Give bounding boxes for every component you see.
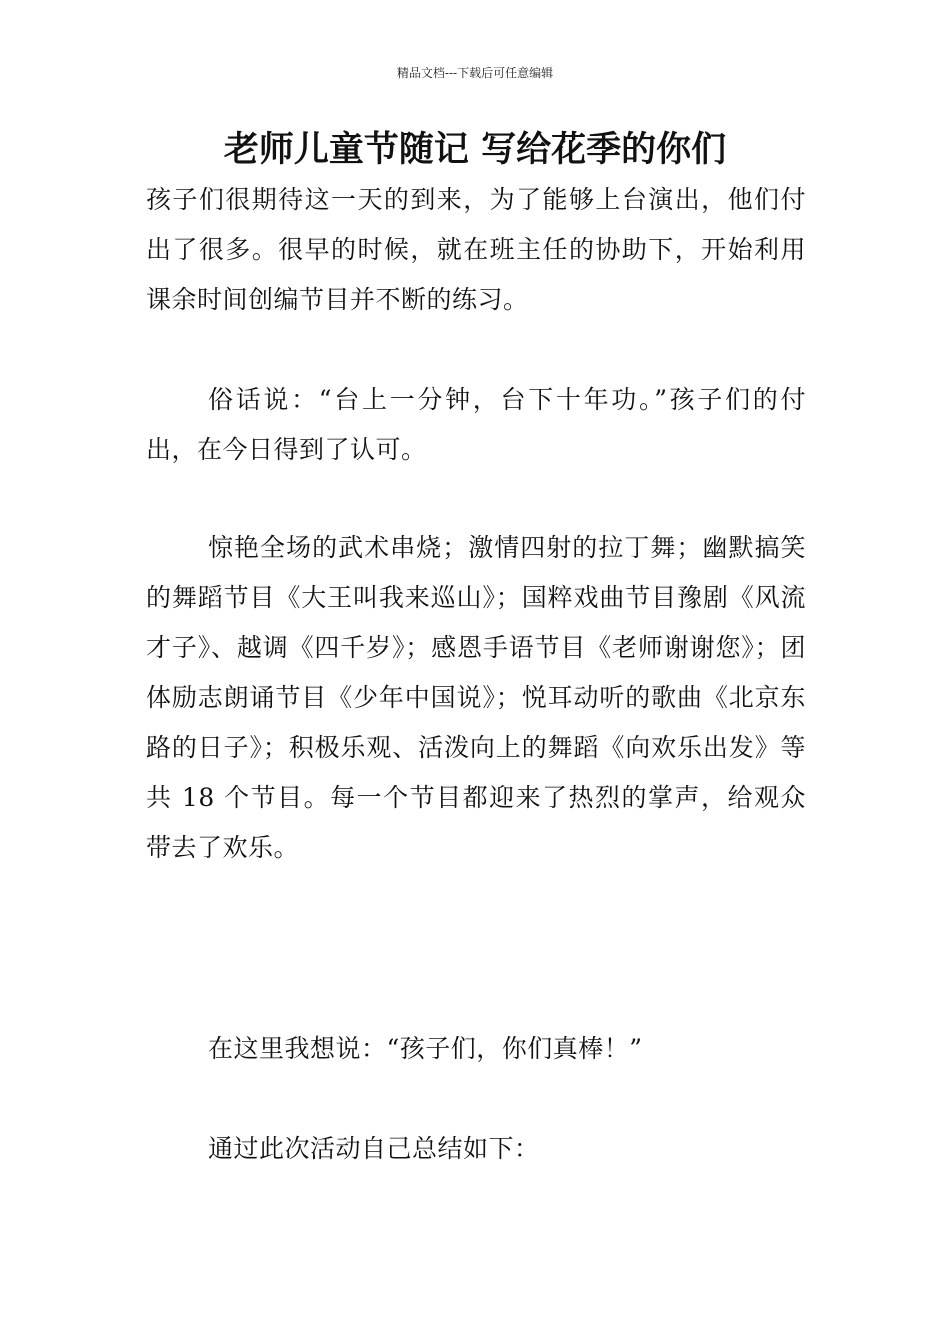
paragraph-5: 通过此次活动自己总结如下： [208,1134,540,1163]
document-title: 老师儿童节随记 写给花季的你们 [223,130,727,170]
paragraph-2: 俗话说：“台上一分钟，台下十年功。”孩子们的付出，在今日得到了认可。 [146,385,806,464]
paragraph-1: 孩子们很期待这一天的到来，为了能够上台演出，他们付出了很多。很早的时候，就在班主任的协助下，开始利用课余时间创编节目并不断的练习。 [146,185,806,314]
paragraph-3: 惊艳全场的武术串烧；激情四射的拉丁舞；幽默搞笑的舞蹈节目《大王叫我来巡山》；国粹戏曲节目豫剧《风流才子》、越调《四千岁》；感恩手语节目《老师谢谢您》；团体励志朗诵节目《少年中国说》；悦耳动听的歌曲《北京东路的日子》；积极乐观、活泼向上的舞蹈《向欢乐出发》等共 18 个节目。每一个节目都迎来了热烈的掌声，给观众带去了欢乐。 [146,533,806,862]
paragraph-4: 在这里我想说：“孩子们，你们真棒！” [208,1034,643,1063]
page-header: 精品文档---下载后可任意编辑 [396,66,554,80]
